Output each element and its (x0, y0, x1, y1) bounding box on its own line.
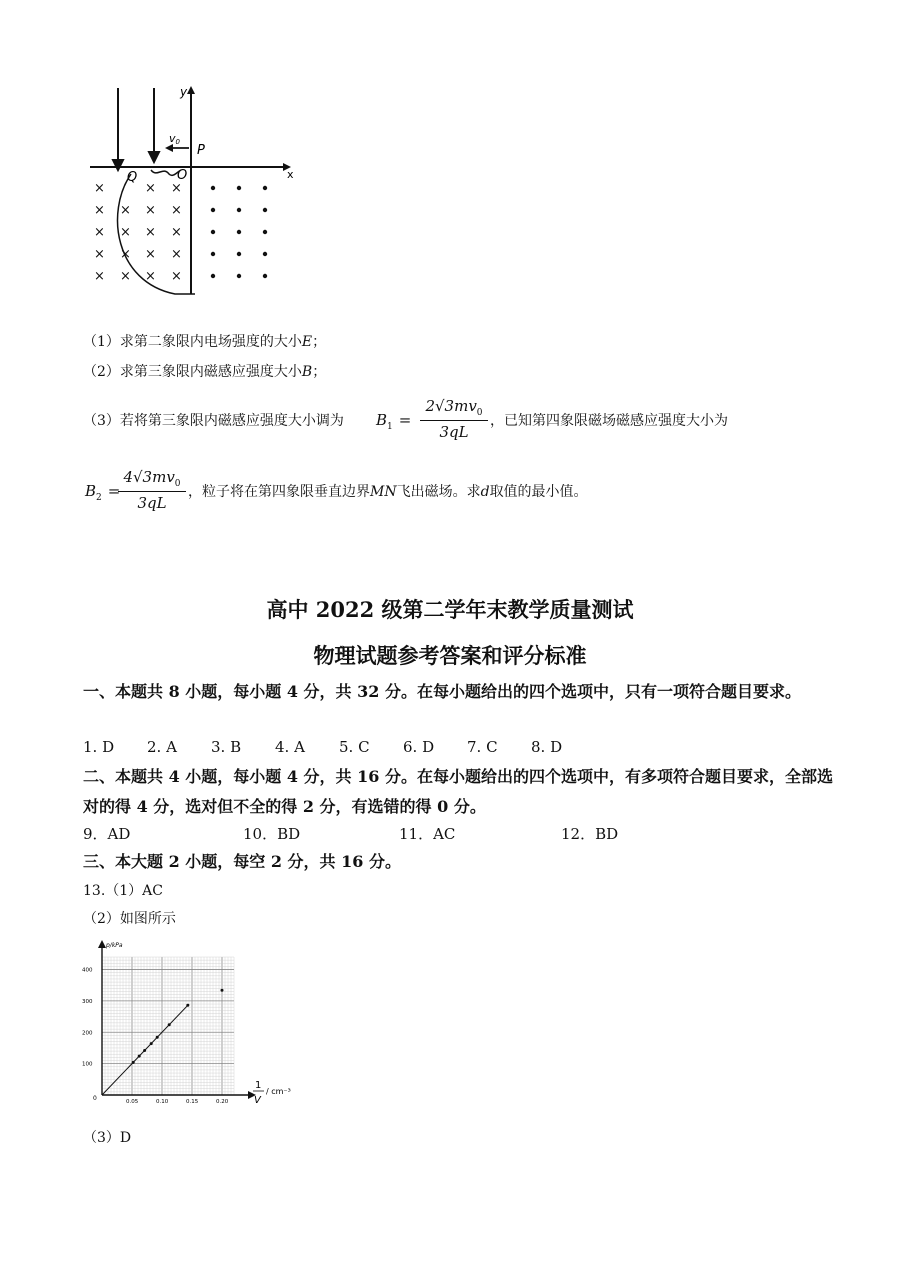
p-vs-inverse-v-chart (80, 938, 320, 1118)
answer-9: 9．AD (83, 825, 131, 843)
svg-text:×: × (145, 181, 156, 196)
section-2-heading: 二、本题共 4 小题，每小题 4 分，共 16 分。在每小题给出的四个选项中，有多项符合题目要求，全部选对的得 4 分，选对但不全的得 2 分，有选错的得 0 分。 (83, 767, 833, 816)
b1-lhs: $B_1$ = (376, 411, 412, 432)
point-p-label: P (197, 143, 205, 158)
y-axis-label: y (180, 85, 188, 99)
y-tick-label: 300 (82, 998, 93, 1005)
question-3-start: （3）若将第三象限内磁感应强度大小调为 (83, 413, 344, 429)
svg-text:×: × (171, 181, 182, 196)
svg-text:×: × (120, 269, 131, 284)
svg-text:×: × (145, 247, 156, 262)
x-tick-label: 0.10 (156, 1099, 169, 1105)
chart-x-label-den: V (254, 1095, 261, 1106)
svg-text:×: × (171, 225, 182, 240)
question-1 (83, 332, 326, 352)
x-axis-label: x (287, 168, 294, 181)
origin-o-label: O (177, 168, 188, 183)
answer-11: 11．AC (399, 825, 456, 843)
data-point (186, 1004, 189, 1007)
answer-10: 10．BD (243, 825, 301, 843)
chart-x-label-num: 1 (255, 1080, 262, 1091)
x-tick-label: 0.05 (126, 1099, 139, 1105)
section-1-answers (83, 738, 595, 756)
answer-2: 2. A (147, 738, 177, 756)
answer-3: 3. B (211, 738, 242, 756)
data-point (143, 1049, 146, 1052)
svg-text:×: × (120, 225, 131, 240)
data-point (150, 1042, 153, 1045)
velocity-label: v0 (169, 132, 180, 146)
svg-text:×: × (171, 247, 182, 262)
data-point (138, 1055, 141, 1058)
answer-12: 12．BD (561, 825, 619, 843)
question-3-line1 (83, 411, 344, 431)
question-2 (83, 362, 326, 382)
chart-origin-label: 0 (93, 1095, 97, 1102)
x-tick-label: 0.20 (216, 1099, 229, 1105)
data-point (156, 1036, 159, 1039)
section-2-answers (83, 823, 641, 844)
field-diagram (85, 82, 300, 302)
svg-text:×: × (145, 269, 156, 284)
svg-text:×: × (94, 269, 105, 284)
svg-text:×: × (120, 203, 131, 218)
question-1-text: （1）求第二象限内电场强度的大小 (83, 334, 302, 350)
b1-fraction: $2√3mv_0$ 3qL (420, 397, 488, 441)
velocity-arrow-icon (165, 144, 173, 152)
data-point (221, 989, 224, 992)
answer-6: 6. D (403, 738, 435, 756)
y-tick-label: 100 (82, 1061, 93, 1068)
b2-fraction: $4√3mv_0$ 3qL (118, 468, 186, 512)
y-tick-label: 400 (82, 967, 93, 974)
question-2-var: B (301, 364, 313, 380)
magnetic-field-out-of-page (211, 186, 267, 278)
y-tick-label: 200 (82, 1030, 93, 1037)
svg-text:×: × (94, 203, 105, 218)
svg-text:×: × (145, 203, 156, 218)
magnetic-field-into-page (94, 181, 182, 284)
question-3-tail: ，粒子将在第四象限垂直边界MN飞出磁场。求d取值的最小值。 (188, 484, 588, 500)
q13-part3: （3）D (83, 1130, 132, 1146)
chart-x-label-unit: / cm⁻³ (266, 1087, 291, 1096)
svg-text:×: × (94, 181, 105, 196)
question-1-end: ； (312, 334, 327, 350)
data-point (168, 1023, 171, 1026)
svg-text:×: × (94, 225, 105, 240)
data-point (132, 1061, 135, 1064)
b2-lhs: $B_2$ = (85, 482, 121, 503)
x-tick-label: 0.15 (186, 1099, 199, 1105)
svg-text:×: × (94, 247, 105, 262)
section-1-heading: 一、本题共 8 小题，每小题 4 分，共 32 分。在每小题给出的四个选项中，只有一项符合题目要求。 (83, 682, 801, 701)
svg-text:×: × (120, 247, 131, 262)
q13-part1: 13.（1）AC (83, 883, 163, 899)
svg-text:×: × (145, 225, 156, 240)
chart-y-label: p/kPa (106, 942, 123, 949)
point-q-label: Q (127, 170, 138, 185)
answer-5: 5. C (339, 738, 370, 756)
question-2-end: ； (312, 364, 327, 380)
svg-text:×: × (171, 269, 182, 284)
question-1-var: E (301, 334, 313, 350)
answer-key-subtitle: 物理试题参考答案和评分标准 (313, 643, 587, 668)
answer-1: 1. D (83, 738, 115, 756)
electric-field-arrows (113, 88, 159, 170)
section-3-heading: 三、本大题 2 小题，每空 2 分，共 16 分。 (83, 852, 401, 871)
answer-key-title: 高中 2022 级第二学年末教学质量测试 (266, 597, 634, 622)
answer-7: 7. C (467, 738, 498, 756)
y-axis-arrow-icon (187, 86, 195, 94)
answer-4: 4. A (275, 738, 305, 756)
chart-y-axis-arrow-icon (98, 940, 106, 948)
answer-8: 8. D (531, 738, 563, 756)
q13-part2: （2）如图所示 (83, 911, 176, 927)
question-3-mid: ，已知第四象限磁场磁感应强度大小为 (490, 413, 728, 429)
svg-text:×: × (171, 203, 182, 218)
question-2-text: （2）求第三象限内磁感应强度大小 (83, 364, 302, 380)
